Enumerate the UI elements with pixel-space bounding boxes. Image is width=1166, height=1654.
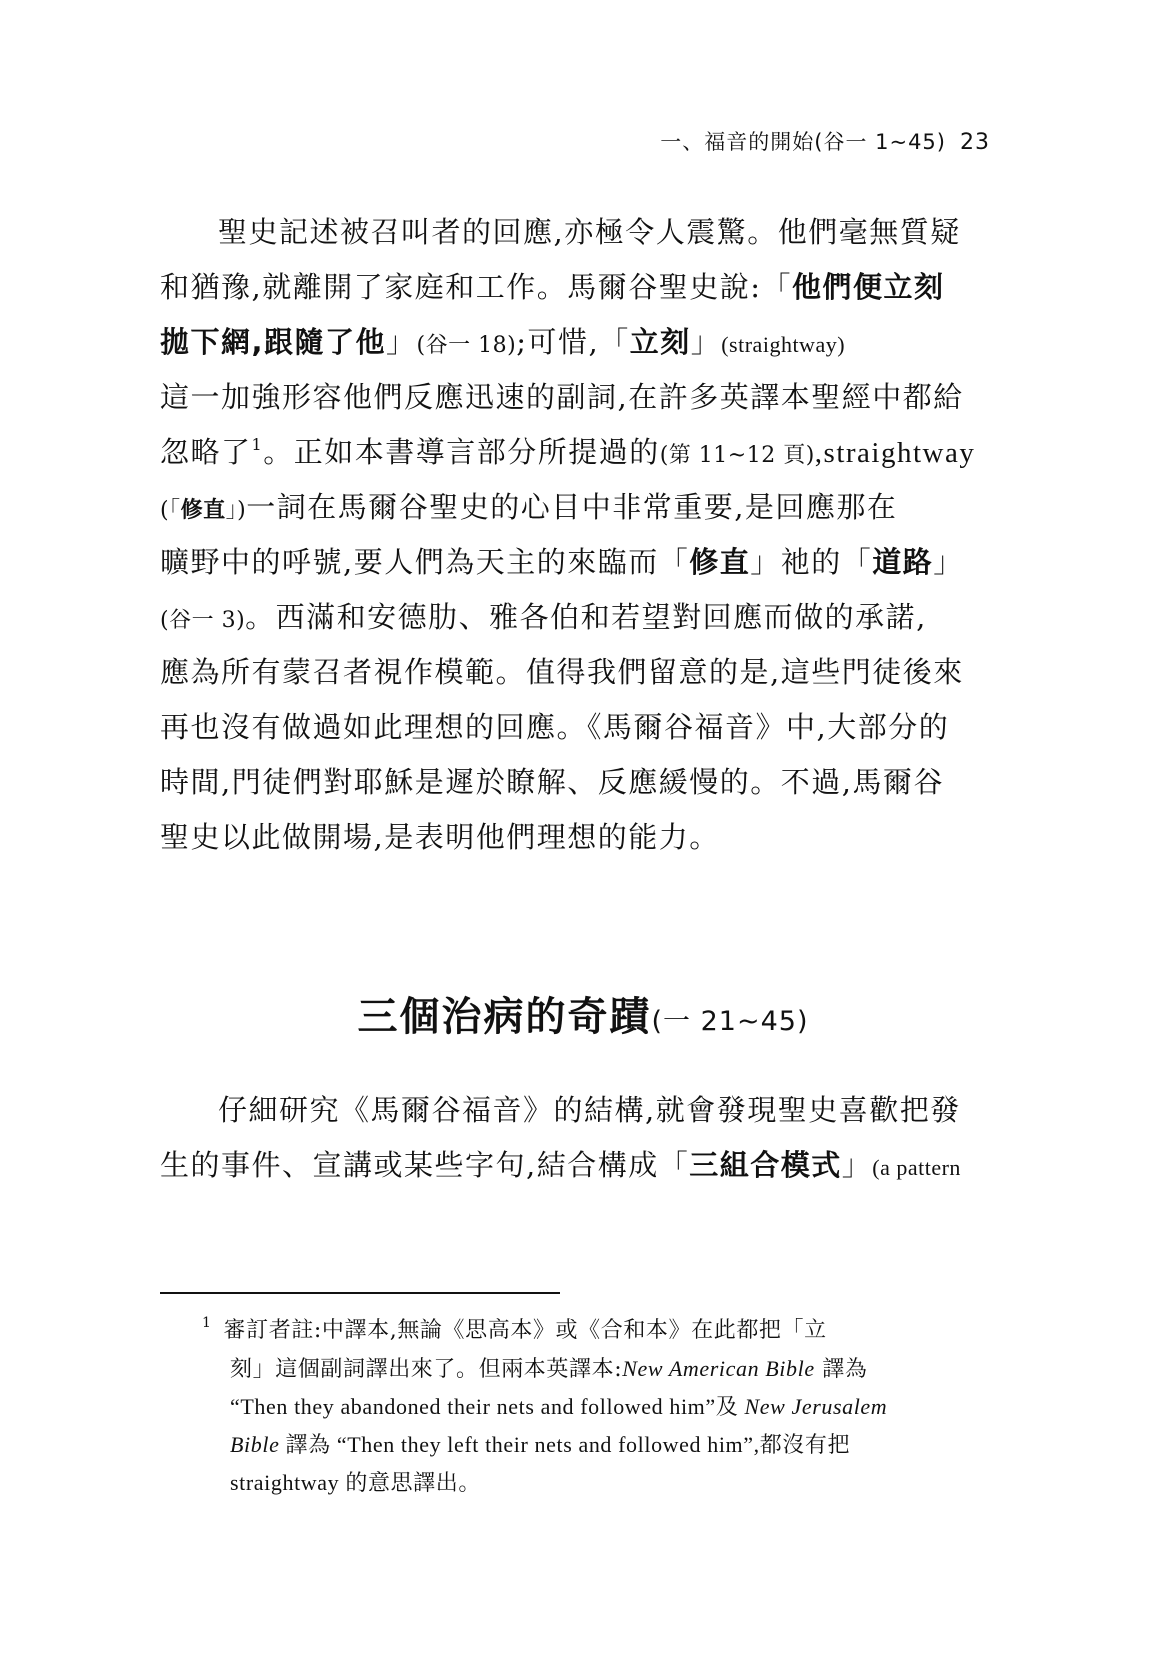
text-run: 」	[933, 545, 964, 579]
footnote-line	[202, 1464, 942, 1502]
footnote	[202, 1312, 942, 1502]
page-reference: (第 11~12 頁)	[659, 443, 815, 468]
paragraph-line	[160, 315, 993, 370]
footnote-line	[202, 1388, 942, 1426]
paragraph-line	[160, 1083, 993, 1138]
section-scripture-reference: (一 21~45)	[651, 1006, 809, 1037]
paragraph-line	[160, 205, 993, 260]
paragraph-line	[160, 755, 993, 810]
text-run: 這一加強形容他們反應迅速的副詞,在許多英譯本聖經中都給	[160, 380, 964, 414]
running-header	[660, 126, 990, 156]
text-run: 」)	[225, 498, 247, 523]
text-run: 」	[841, 1148, 873, 1182]
english-quote: “Then they abandoned their nets and followed him”及	[230, 1394, 745, 1419]
text-run: 忽略了	[160, 435, 252, 469]
english-term: (straightway)	[721, 332, 846, 357]
text-run: straightway 的意思譯出。	[230, 1470, 481, 1495]
text-run: 譯為	[814, 1357, 868, 1382]
text-run: 生的事件、宣講或某些字句,結合構成「	[160, 1148, 690, 1182]
paragraph-triple-pattern	[160, 1083, 993, 1193]
text-run: 再也沒有做過如此理想的回應。《馬爾谷福音》中,大部分的	[160, 710, 950, 744]
paragraph-line	[160, 480, 993, 535]
bold-quote: 他們便立刻	[792, 270, 945, 304]
text-run: 和猶豫,就離開了家庭和工作。馬爾谷聖史說:「	[160, 270, 792, 304]
text-run: 應為所有蒙召者視作模範。值得我們留意的是,這些門徒後來	[160, 655, 964, 689]
text-run: 刻」這個副詞譯出來了。但兩本英譯本:	[230, 1357, 623, 1382]
footnote-line	[202, 1350, 942, 1388]
chapter-title: 一、福音的開始(谷一 1~45)	[660, 130, 946, 154]
bible-title: New Jerusalem	[744, 1394, 888, 1419]
text-run: 一詞在馬爾谷聖史的心目中非常重要,是回應那在	[246, 490, 898, 524]
paragraph-line	[160, 645, 993, 700]
paragraph-line	[160, 425, 993, 480]
bold-term: 修直	[180, 498, 226, 523]
footnote-divider	[160, 1292, 560, 1294]
bold-term: 三組合模式	[689, 1148, 842, 1182]
text-run: 時間,門徒們對耶穌是遲於瞭解、反應緩慢的。不過,馬爾谷	[160, 765, 944, 799]
text-run: 。西滿和安德肋、雅各伯和若望對回應而做的承諾,	[245, 600, 927, 634]
footnote-number: 1	[202, 1315, 212, 1331]
footnote-line	[202, 1312, 942, 1350]
scripture-reference: (谷一 18)	[416, 333, 517, 358]
paragraph-line	[160, 590, 993, 645]
paragraph-line	[160, 535, 993, 590]
text-run: 」	[690, 325, 722, 359]
paragraph-response-of-disciples	[160, 205, 993, 865]
english-term: ,straightway	[814, 437, 976, 469]
page-number: 23	[960, 130, 990, 155]
bible-title: Bible	[230, 1432, 280, 1457]
text-run: 仔細研究《馬爾谷福音》的結構,就會發現聖史喜歡把發	[218, 1093, 961, 1127]
english-term: (a pattern	[872, 1155, 961, 1180]
paragraph-line	[160, 370, 993, 425]
text-run: 」祂的「	[750, 545, 873, 579]
paragraph-line	[160, 260, 993, 315]
bold-quote: 拋下網,跟隨了他	[160, 325, 387, 359]
footnote-reference[interactable]: 1	[251, 435, 264, 454]
english-quote: 譯為 “Then they left their nets and followed him”,都沒有把	[279, 1432, 851, 1457]
text-run: 曠野中的呼號,要人們為天主的來臨而「	[160, 545, 690, 579]
bold-term: 立刻	[629, 325, 691, 359]
bold-term: 修直	[689, 545, 751, 579]
text-run: ;可惜,「	[516, 325, 630, 359]
paragraph-line	[160, 1138, 993, 1193]
text-run: 審訂者註:中譯本,無論《思高本》或《合和本》在此都把「立	[223, 1318, 827, 1343]
text-run: (「	[160, 498, 181, 523]
bible-title: New American Bible	[622, 1356, 815, 1381]
section-heading	[0, 985, 1166, 1042]
text-run: 聖史以此做開場,是表明他們理想的能力。	[160, 820, 720, 854]
text-run: 」	[386, 325, 417, 359]
paragraph-line	[160, 700, 993, 755]
scripture-reference: (谷一 3)	[160, 608, 246, 633]
footnote-line	[202, 1426, 942, 1464]
text-run: 聖史記述被召叫者的回應,亦極令人震驚。他們毫無質疑	[218, 215, 961, 249]
section-title: 三個治病的奇蹟	[357, 994, 652, 1040]
paragraph-line	[160, 810, 993, 865]
text-run: 。正如本書導言部分所提過的	[263, 435, 660, 469]
bold-term: 道路	[872, 545, 934, 579]
